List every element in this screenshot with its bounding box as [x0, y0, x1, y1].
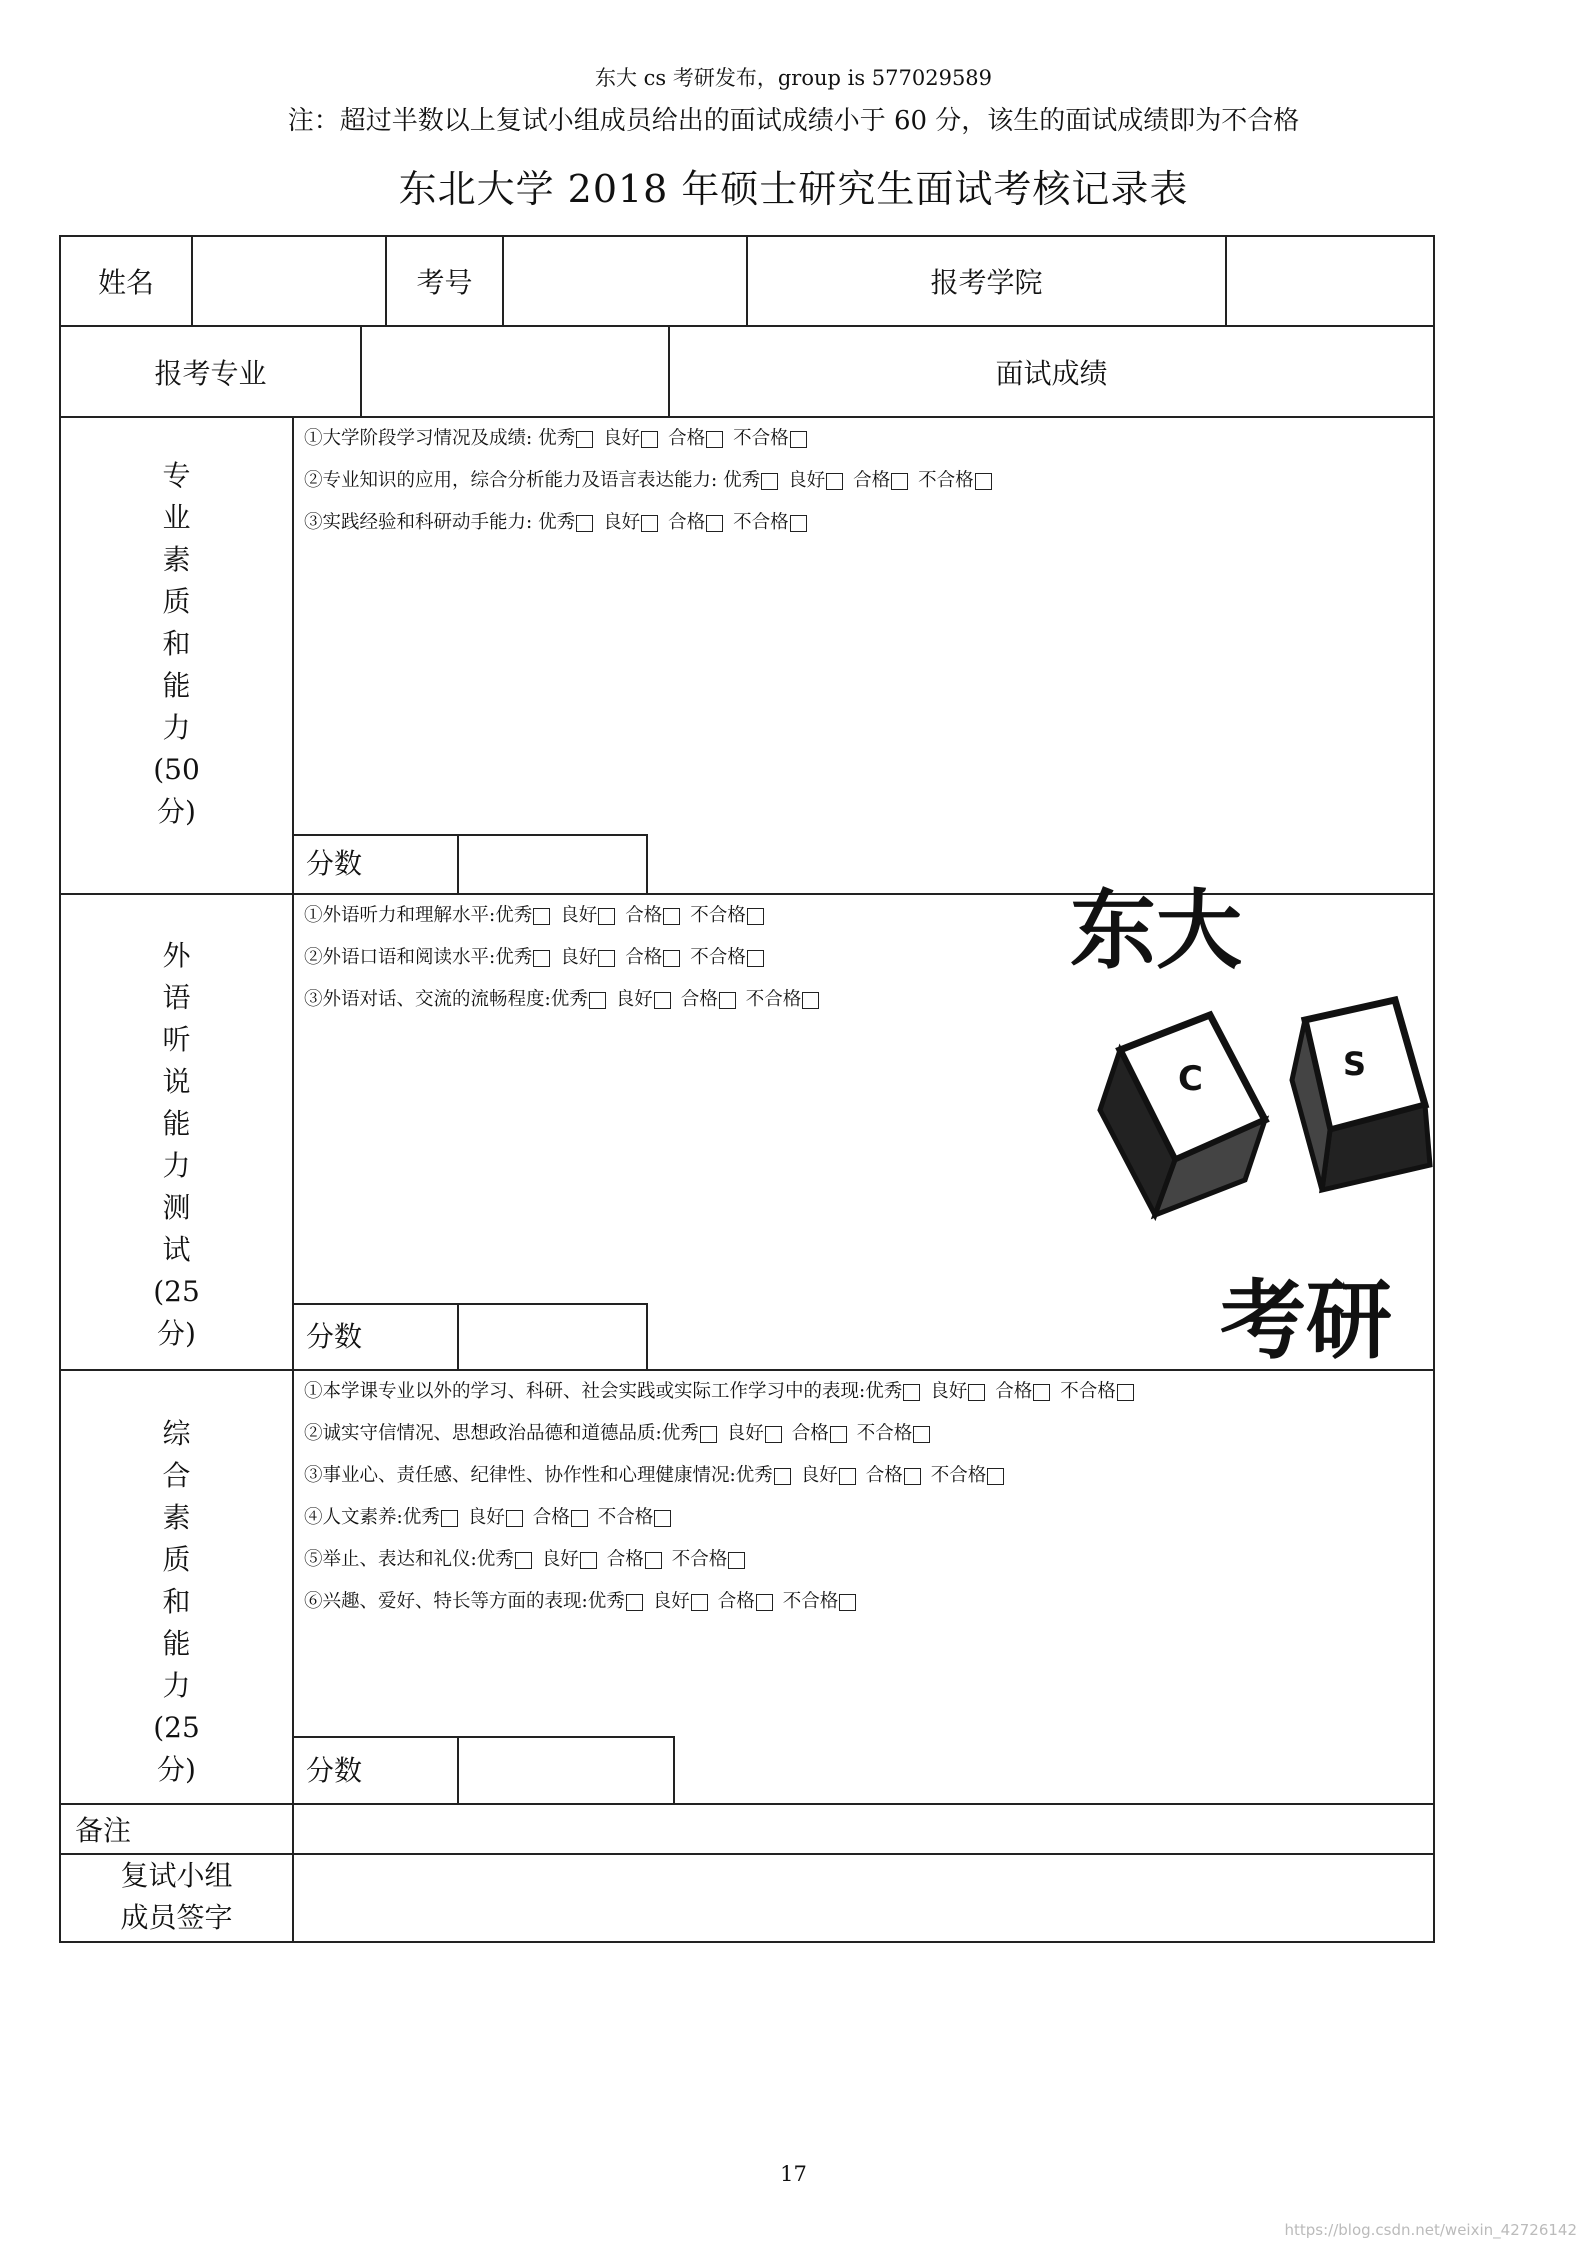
score-label: 分数 [306, 847, 363, 880]
rating-label: 良好 [467, 1507, 505, 1528]
rating-checkbox[interactable] [765, 1426, 782, 1443]
rating-label: 不合格 [597, 1507, 654, 1528]
dongda-cs-logo [1060, 860, 1460, 1370]
rating-option[interactable] [603, 502, 658, 544]
rating-option[interactable] [495, 937, 550, 979]
rating-label: 不合格 [918, 470, 974, 491]
logo-bottom-text: 考研 [1220, 1270, 1392, 1370]
criterion-text: ①外语听力和理解水平: [304, 905, 496, 926]
rating-checkbox[interactable] [576, 515, 593, 532]
signature-label [61, 1855, 292, 1939]
rating-option[interactable] [736, 1455, 791, 1497]
remarks-field[interactable] [294, 1805, 1433, 1853]
criterion-row [304, 502, 1002, 544]
section-label-overall [61, 1413, 292, 1791]
section-label-char: 力 [162, 1149, 191, 1182]
rating-option[interactable] [477, 1539, 532, 1581]
rating-checkbox[interactable] [968, 1384, 985, 1401]
criterion-row [304, 1413, 1144, 1455]
rating-option[interactable] [733, 418, 807, 460]
major-field[interactable] [362, 327, 668, 416]
section-label-char: 说 [162, 1065, 191, 1098]
rating-checkbox[interactable] [598, 950, 615, 967]
rating-label: 合格 [668, 512, 706, 533]
rating-label: 不合格 [690, 905, 746, 926]
rating-label: 合格 [668, 428, 706, 449]
rating-option[interactable] [857, 1413, 931, 1455]
rating-label: 良好 [603, 428, 641, 449]
rating-checkbox[interactable] [987, 1468, 1004, 1485]
rating-checkbox[interactable] [790, 431, 807, 448]
rating-label: 合格 [625, 905, 663, 926]
criterion-row [304, 1371, 1144, 1413]
rating-label: 不合格 [930, 1465, 987, 1486]
criterion-row [304, 937, 829, 979]
rating-option[interactable] [662, 1413, 717, 1455]
rating-checkbox[interactable] [654, 992, 671, 1009]
section-label-char: 专 [162, 459, 191, 492]
rating-option[interactable] [690, 895, 764, 937]
rating-label: 良好 [541, 1549, 579, 1570]
logo-key-c: C [1178, 1059, 1203, 1099]
rating-checkbox[interactable] [706, 515, 723, 532]
signature-field[interactable] [294, 1855, 1433, 1941]
rating-label: 良好 [560, 947, 598, 968]
rating-label: 合格 [625, 947, 663, 968]
rating-checkbox[interactable] [975, 473, 992, 490]
rating-option[interactable] [931, 1455, 1005, 1497]
rating-checkbox[interactable] [904, 1468, 921, 1485]
criterion-text: ⑥兴趣、爱好、特长等方面的表现: [304, 1591, 588, 1612]
rating-label: 良好 [652, 1591, 690, 1612]
section-label-char: (50 [153, 753, 200, 786]
college-field[interactable] [1227, 237, 1433, 325]
rating-option[interactable] [718, 1581, 773, 1623]
rating-checkbox[interactable] [663, 950, 680, 967]
rating-checkbox[interactable] [580, 1552, 597, 1569]
rating-checkbox[interactable] [756, 1594, 773, 1611]
rating-label: 不合格 [745, 989, 802, 1010]
rating-checkbox[interactable] [533, 908, 550, 925]
rating-option[interactable] [681, 979, 736, 1021]
section-label-char: 合 [162, 1459, 191, 1492]
criterion-row [304, 1497, 1144, 1539]
rating-option[interactable] [690, 937, 764, 979]
rating-label: 合格 [532, 1507, 570, 1528]
rating-label: 良好 [726, 1423, 764, 1444]
rating-label: 良好 [560, 905, 598, 926]
publisher-line: 东大 cs 考研发布，group is 577029589 [594, 66, 993, 90]
score-field-language[interactable] [459, 1305, 646, 1369]
criterion-row [304, 895, 829, 937]
exam-no-label: 考号 [416, 266, 473, 299]
rating-checkbox[interactable] [700, 1426, 717, 1443]
criterion-text: ③外语对话、交流的流畅程度: [304, 989, 551, 1010]
rating-label: 优秀 [476, 1549, 514, 1570]
rating-option[interactable] [607, 1539, 662, 1581]
section-label-char: 综 [162, 1417, 191, 1450]
rating-checkbox[interactable] [626, 1594, 643, 1611]
rating-option[interactable] [668, 502, 723, 544]
rating-checkbox[interactable] [728, 1552, 745, 1569]
rating-option[interactable] [616, 979, 671, 1021]
rating-label: 不合格 [782, 1591, 839, 1612]
rating-checkbox[interactable] [839, 1468, 856, 1485]
rating-label: 优秀 [538, 512, 576, 533]
rating-label: 优秀 [402, 1507, 440, 1528]
rating-option[interactable] [598, 1497, 672, 1539]
rating-label: 优秀 [538, 428, 576, 449]
key-c-icon [1100, 1015, 1265, 1215]
criterion-row [304, 460, 1002, 502]
rating-option[interactable] [788, 460, 843, 502]
section-items-language [304, 895, 829, 1021]
rating-checkbox[interactable] [654, 1510, 671, 1527]
section-label-char: 听 [162, 1023, 191, 1056]
signature-label-line2: 成员签字 [120, 1901, 233, 1934]
rating-label: 不合格 [1060, 1381, 1116, 1402]
rating-checkbox[interactable] [441, 1510, 458, 1527]
rating-checkbox[interactable] [691, 1594, 708, 1611]
rating-checkbox[interactable] [1117, 1384, 1134, 1401]
logo-key-s: S [1343, 1045, 1367, 1083]
section-label-char: 素 [162, 1501, 191, 1534]
rating-checkbox[interactable] [826, 473, 843, 490]
rating-checkbox[interactable] [830, 1426, 847, 1443]
rating-option[interactable] [551, 979, 606, 1021]
rating-checkbox[interactable] [774, 1468, 791, 1485]
rating-label: 合格 [865, 1465, 903, 1486]
section-label-char: 质 [162, 1543, 191, 1576]
rating-checkbox[interactable] [645, 1552, 662, 1569]
name-field[interactable] [193, 237, 385, 325]
section-label-char: (25 [153, 1711, 200, 1744]
rating-label: 优秀 [495, 947, 533, 968]
rating-option[interactable] [918, 460, 992, 502]
rating-option[interactable] [723, 460, 778, 502]
page-title: 东北大学 2018 年硕士研究生面试考核记录表 [398, 167, 1189, 211]
criterion-text: ①本学课专业以外的学习、科研、社会实践或实际工作学习中的表现: [304, 1381, 866, 1402]
score-label: 分数 [306, 1320, 363, 1353]
criterion-text: ②外语口语和阅读水平: [304, 947, 496, 968]
rating-checkbox[interactable] [747, 950, 764, 967]
page-number: 17 [780, 2162, 807, 2186]
criterion-row [304, 979, 829, 1021]
rating-label: 优秀 [735, 1465, 773, 1486]
section-label-char: 能 [162, 669, 191, 702]
rating-option[interactable] [930, 1371, 985, 1413]
rating-checkbox[interactable] [533, 950, 550, 967]
rating-label: 优秀 [550, 989, 588, 1010]
rating-option[interactable] [468, 1497, 523, 1539]
rating-label: 合格 [606, 1549, 644, 1570]
rating-option[interactable] [560, 937, 615, 979]
rating-checkbox[interactable] [761, 473, 778, 490]
rating-label: 良好 [800, 1465, 838, 1486]
rating-label: 合格 [717, 1591, 755, 1612]
name-label: 姓名 [97, 266, 154, 299]
watermark-url: https://blog.csdn.net/weixin_42726142 [1284, 2221, 1577, 2239]
college-label: 报考学院 [930, 266, 1043, 299]
rating-checkbox[interactable] [515, 1552, 532, 1569]
rating-label: 不合格 [733, 512, 789, 533]
rating-label: 优秀 [723, 470, 761, 491]
rating-option[interactable] [995, 1371, 1050, 1413]
rating-option[interactable] [403, 1497, 458, 1539]
rating-option[interactable] [792, 1413, 847, 1455]
section-items-professional [304, 418, 1002, 544]
rating-label: 优秀 [661, 1423, 699, 1444]
criterion-text: ⑤举止、表达和礼仪: [304, 1549, 477, 1570]
section-label-char: 分) [157, 795, 196, 828]
rating-label: 良好 [788, 470, 826, 491]
rating-checkbox[interactable] [589, 992, 606, 1009]
rating-label: 合格 [853, 470, 891, 491]
section-label-char: 力 [162, 711, 191, 744]
rating-checkbox[interactable] [641, 431, 658, 448]
section-label-char: 能 [162, 1627, 191, 1660]
rating-option[interactable] [560, 895, 615, 937]
section-label-professional [61, 455, 292, 833]
rating-option[interactable] [653, 1581, 708, 1623]
rating-checkbox[interactable] [571, 1510, 588, 1527]
section-items-overall [304, 1371, 1144, 1623]
section-label-char: 试 [162, 1233, 191, 1266]
score-label: 分数 [306, 1754, 363, 1787]
criterion-text: ③实践经验和科研动手能力: [304, 512, 539, 533]
rating-option[interactable] [542, 1539, 597, 1581]
rating-option[interactable] [746, 979, 820, 1021]
criterion-row [304, 1539, 1144, 1581]
rating-label: 不合格 [690, 947, 746, 968]
rating-option[interactable] [1060, 1371, 1134, 1413]
score-field-overall[interactable] [459, 1738, 673, 1803]
section-label-char: 力 [162, 1669, 191, 1702]
note-line: 注：超过半数以上复试小组成员给出的面试成绩小于 60 分，该生的面试成绩即为不合格 [287, 106, 1300, 136]
rating-label: 良好 [603, 512, 641, 533]
section-label-language [61, 935, 292, 1355]
criterion-text: ③事业心、责任感、纪律性、协作性和心理健康情况: [304, 1465, 736, 1486]
rating-label: 优秀 [587, 1591, 625, 1612]
rating-checkbox[interactable] [913, 1426, 930, 1443]
rating-checkbox[interactable] [719, 992, 736, 1009]
section-label-char: 质 [162, 585, 191, 618]
rating-label: 优秀 [865, 1381, 903, 1402]
section-label-char: (25 [153, 1275, 200, 1308]
rating-label: 优秀 [495, 905, 533, 926]
section-label-char: 分) [157, 1753, 196, 1786]
section-label-char: 语 [162, 981, 191, 1014]
rating-option[interactable] [538, 502, 593, 544]
rating-option[interactable] [801, 1455, 856, 1497]
rating-option[interactable] [495, 895, 550, 937]
rating-checkbox[interactable] [576, 431, 593, 448]
rating-option[interactable] [783, 1581, 857, 1623]
rating-checkbox[interactable] [663, 908, 680, 925]
rating-checkbox[interactable] [747, 908, 764, 925]
rating-label: 不合格 [671, 1549, 728, 1570]
section-label-char: 外 [162, 939, 191, 972]
rating-label: 不合格 [856, 1423, 913, 1444]
rating-option[interactable] [727, 1413, 782, 1455]
criterion-text: ①大学阶段学习情况及成绩: [304, 428, 539, 449]
criterion-text: ②专业知识的应用，综合分析能力及语言表达能力: [304, 470, 724, 491]
rating-label: 合格 [680, 989, 718, 1010]
key-s-icon [1292, 1000, 1430, 1190]
criterion-row [304, 1455, 1144, 1497]
rating-label: 合格 [995, 1381, 1033, 1402]
rating-option[interactable] [865, 1371, 920, 1413]
rating-option[interactable] [625, 937, 680, 979]
rating-checkbox[interactable] [506, 1510, 523, 1527]
interview-score-label: 面试成绩 [995, 356, 1108, 390]
section-label-char: 素 [162, 543, 191, 576]
rating-checkbox[interactable] [839, 1594, 856, 1611]
criterion-text: ②诚实守信情况、思想政治品德和道德品质: [304, 1423, 662, 1444]
rating-option[interactable] [588, 1581, 643, 1623]
rating-checkbox[interactable] [903, 1384, 920, 1401]
rating-option[interactable] [625, 895, 680, 937]
signature-label-line1: 复试小组 [120, 1859, 233, 1892]
remarks-label: 备注 [75, 1814, 132, 1847]
section-label-char: 和 [162, 627, 191, 660]
rating-checkbox[interactable] [706, 431, 723, 448]
section-label-char: 业 [162, 501, 191, 534]
rating-checkbox[interactable] [790, 515, 807, 532]
rating-checkbox[interactable] [891, 473, 908, 490]
rating-option[interactable] [672, 1539, 746, 1581]
section-label-char: 测 [162, 1191, 191, 1224]
rating-option[interactable] [853, 460, 908, 502]
rating-label: 良好 [615, 989, 653, 1010]
rating-checkbox[interactable] [1033, 1384, 1050, 1401]
logo-top-text: 东大 [1070, 880, 1242, 981]
criterion-text: ④人文素养: [304, 1507, 403, 1528]
section-label-char: 能 [162, 1107, 191, 1140]
score-field-professional[interactable] [459, 836, 646, 893]
rating-option[interactable] [866, 1455, 921, 1497]
rating-label: 不合格 [733, 428, 789, 449]
section-label-char: 和 [162, 1585, 191, 1618]
major-label: 报考专业 [154, 356, 267, 390]
rating-option[interactable] [538, 418, 593, 460]
exam-no-field[interactable] [504, 237, 746, 325]
rating-option[interactable] [668, 418, 723, 460]
rating-checkbox[interactable] [641, 515, 658, 532]
rating-checkbox[interactable] [598, 908, 615, 925]
criterion-row [304, 418, 1002, 460]
rating-checkbox[interactable] [802, 992, 819, 1009]
rating-option[interactable] [733, 502, 807, 544]
rating-label: 良好 [930, 1381, 968, 1402]
criterion-row [304, 1581, 1144, 1623]
rating-option[interactable] [603, 418, 658, 460]
section-label-char: 分) [157, 1317, 196, 1350]
rating-option[interactable] [533, 1497, 588, 1539]
rating-label: 合格 [791, 1423, 829, 1444]
